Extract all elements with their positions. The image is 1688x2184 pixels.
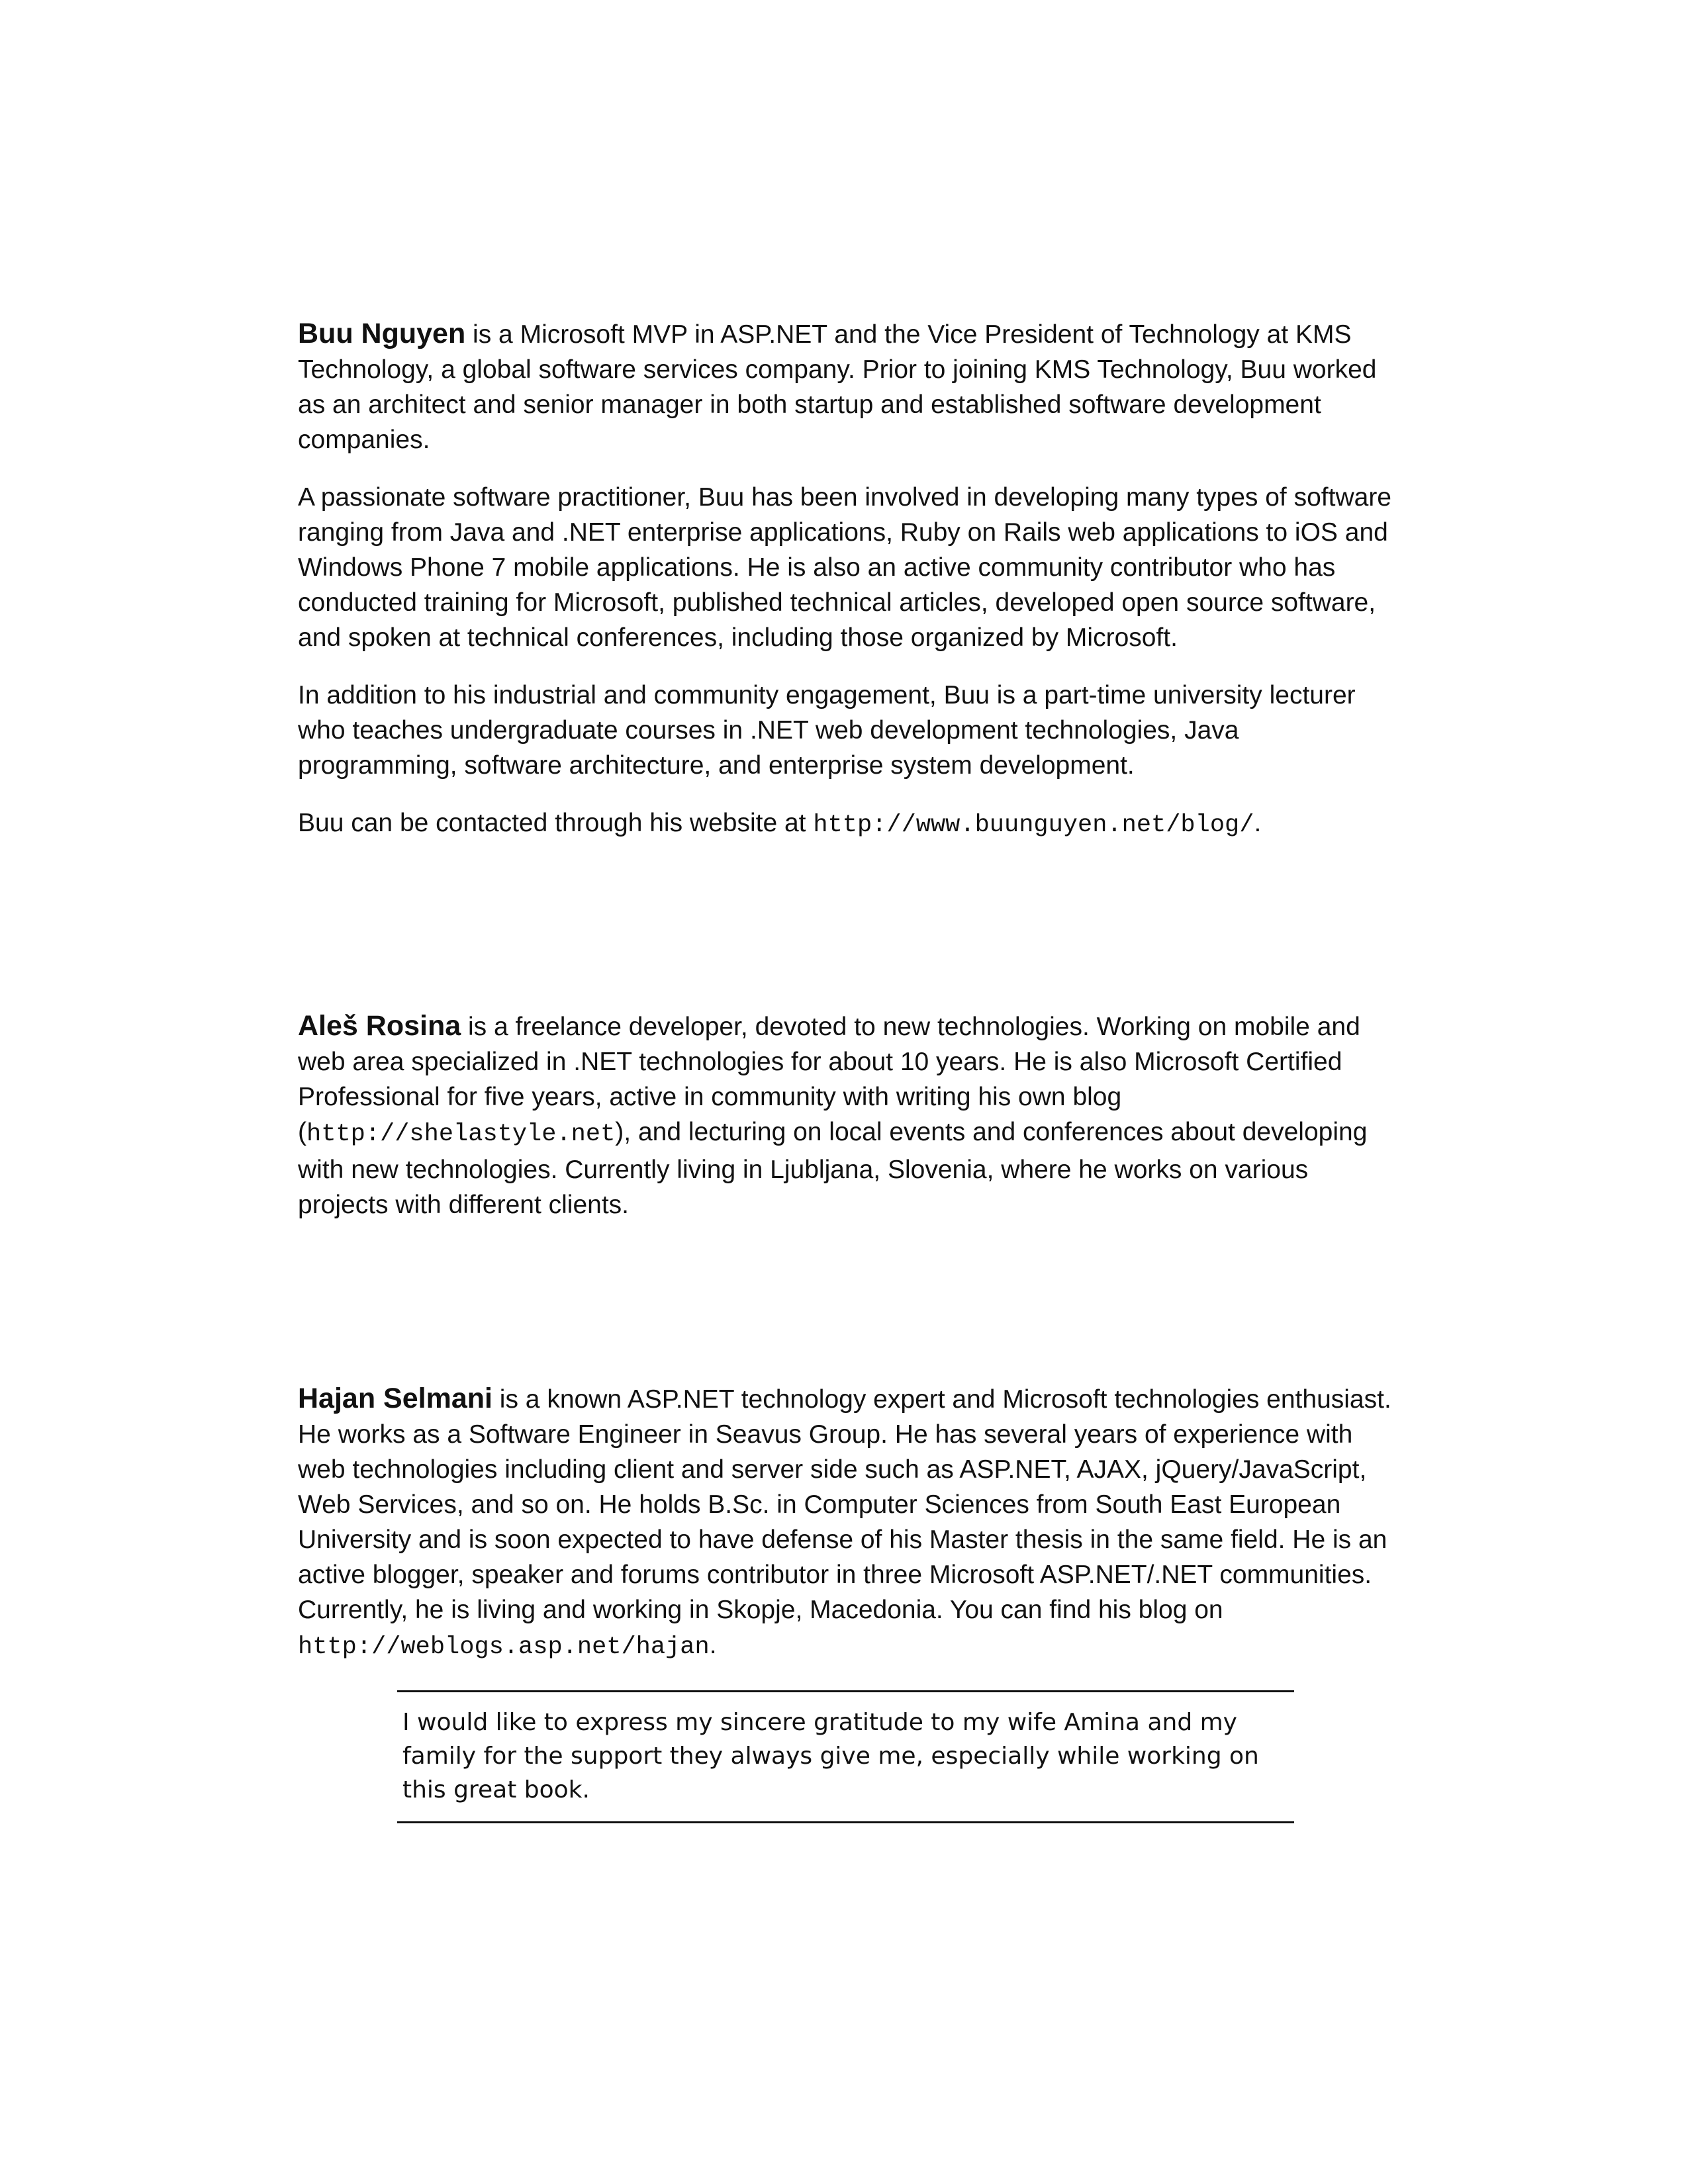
bio-ales-rosina xyxy=(298,1009,1397,1222)
bio-text: . xyxy=(1254,809,1262,837)
bio-text: ), and lecturing on local events and conferences about developing with new technologies. Currently living in Ljubljana, Slovenia, where he works on various projects with different clients. xyxy=(298,1118,1368,1219)
bio-hajan-selmani xyxy=(298,1381,1397,1665)
author-name: Hajan Selmani xyxy=(298,1383,492,1414)
bio-paragraph xyxy=(298,1381,1397,1665)
page-content xyxy=(298,316,1397,1823)
blog-url[interactable]: http://weblogs.asp.net/hajan xyxy=(298,1633,710,1661)
bio-paragraph xyxy=(298,805,1397,843)
bio-paragraph xyxy=(298,316,1397,457)
bio-text: Buu can be contacted through his website at xyxy=(298,809,814,837)
bio-text: is a freelance developer, devoted to new technologies. Working on mobile and web area specialized in .NET technologies for about 10 years. He is also Microsoft Certified Professional for five years, active in community with writing his own blog ( xyxy=(298,1013,1360,1146)
website-url[interactable]: http://www.buunguyen.net/blog/ xyxy=(813,811,1254,839)
acknowledgement-box xyxy=(397,1690,1294,1823)
bio-paragraph: In addition to his industrial and community engagement, Buu is a part-time university lecturer who teaches undergraduate courses in .NET web development technologies, Java programming, software architecture, and enterprise system development. xyxy=(298,681,1356,780)
author-name: Buu Nguyen xyxy=(298,318,466,349)
bio-text: . xyxy=(709,1631,717,1659)
bio-paragraph xyxy=(298,1009,1397,1222)
author-name: Aleš Rosina xyxy=(298,1010,461,1042)
bio-paragraph: A passionate software practitioner, Buu has been involved in developing many types of software ranging from Java and .NET enterprise applications, Ruby on Rails web applications to iOS and Windows Phone 7 mobile applications. He is also an active community contributor who has conducted training for Microsoft, published technical articles, developed open source software, and spoken at technical conferences, including those organized by Microsoft. xyxy=(298,483,1391,652)
blog-url[interactable]: http://shelastyle.net xyxy=(306,1120,616,1148)
bio-buu-nguyen xyxy=(298,316,1397,843)
bio-text: is a Microsoft MVP in ASP.NET and the Vice President of Technology at KMS Technology, a global software services company. Prior to joining KMS Technology, Buu worked as an architect and senior manager in both startup and established software development companies. xyxy=(298,320,1377,454)
bio-text: is a known ASP.NET technology expert and Microsoft technologies enthusiast. He works as a Software Engineer in Seavus Group. He has several years of experience with web technologies including client and server side such as ASP.NET, AJAX, jQuery/JavaScript, Web Services, and so on. He holds B.Sc. in Computer Sciences from South East European University and is soon expected to have defense of his Master thesis in the same field. He is an active blogger, speaker and forums contributor in three Microsoft ASP.NET/.NET communities. Currently, he is living and working in Skopje, Macedonia. You can find his blog on xyxy=(298,1385,1391,1624)
acknowledgement-text: I would like to express my sincere gratitude to my wife Amina and my family for the support they always give me, especially while working on this great book. xyxy=(402,1709,1259,1803)
